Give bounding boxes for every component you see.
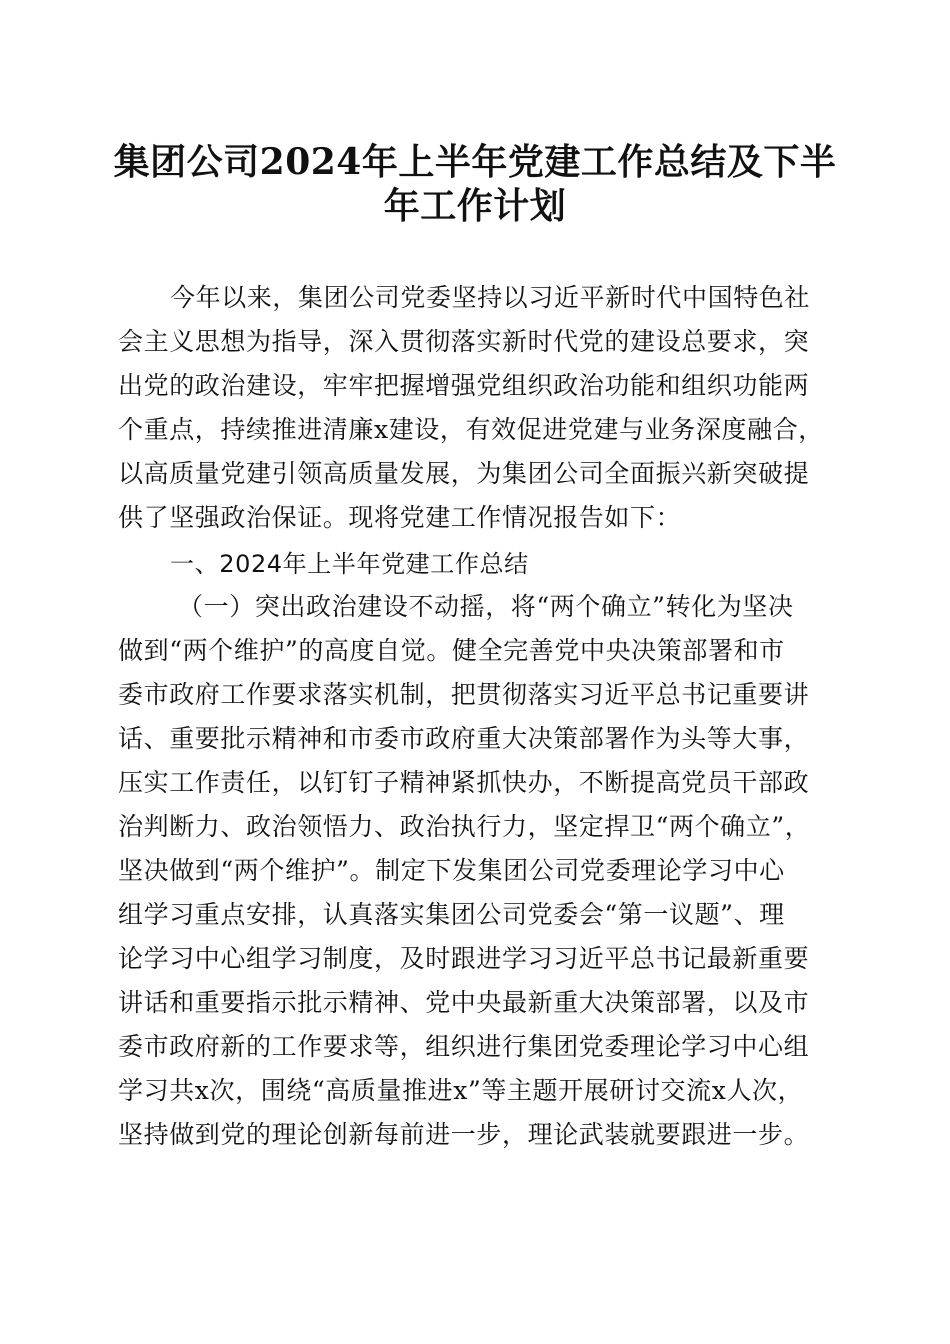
section-paragraph-line: 学习共x次，围绕“高质量推进x”等主题开展研讨交流x人次， <box>118 1076 804 1105</box>
section-paragraph-line: 治判断力、政治领悟力、政治执行力，坚定捍卫“两个确立”， <box>118 812 811 841</box>
intro-line: 今年以来，集团公司党委坚持以习近平新时代中国特色社 <box>170 283 811 312</box>
section-paragraph-line: 组学习重点安排，认真落实集团公司党委会“第一议题”、理 <box>118 900 785 929</box>
section-paragraph-line: 坚决做到“两个维护”。制定下发集团公司党委理论学习中心 <box>118 856 785 885</box>
section-paragraph-line: 讲话和重要指示批示精神、党中央最新重大决策部署，以及市 <box>118 988 810 1017</box>
section-paragraph-line: 委市政府工作要求落实机制，把贯彻落实习近平总书记重要讲 <box>118 680 810 709</box>
section-paragraph-line: 做到“两个维护”的高度自觉。健全完善党中央决策部署和市 <box>118 636 785 665</box>
intro-line: 以高质量党建引领高质量发展，为集团公司全面振兴新突破提 <box>118 459 810 488</box>
intro-line: 个重点，持续推进清廉x建设，有效促进党建与业务深度融合， <box>118 415 824 444</box>
section-paragraph-line: （一）突出政治建设不动摇，将“两个确立”转化为坚决 <box>178 592 794 621</box>
section-paragraph-line: 委市政府新的工作要求等，组织进行集团党委理论学习中心组 <box>118 1032 810 1061</box>
section-paragraph-line: 坚持做到党的理论创新每前进一步，理论武装就要跟进一步。 <box>118 1120 810 1149</box>
intro-line: 会主义思想为指导，深入贯彻落实新时代党的建设总要求，突 <box>118 327 810 356</box>
intro-line: 出党的政治建设，牢牢把握增强党组织政治功能和组织功能两 <box>118 371 810 400</box>
section-paragraph-line: 压实工作责任，以钉钉子精神紧抓快办，不断提高党员干部政 <box>118 768 810 797</box>
section-paragraph-line: 话、重要批示精神和市委市政府重大决策部署作为头等大事， <box>118 724 810 753</box>
section-heading: 一、2024年上半年党建工作总结 <box>170 550 529 578</box>
document-title-line-1: 集团公司2024年上半年党建工作总结及下半 <box>113 141 837 183</box>
document-title-line-2: 年工作计划 <box>383 185 567 227</box>
intro-line: 供了坚强政治保证。现将党建工作情况报告如下： <box>118 503 682 532</box>
section-paragraph-line: 论学习中心组学习制度，及时跟进学习习近平总书记最新重要 <box>118 944 810 973</box>
